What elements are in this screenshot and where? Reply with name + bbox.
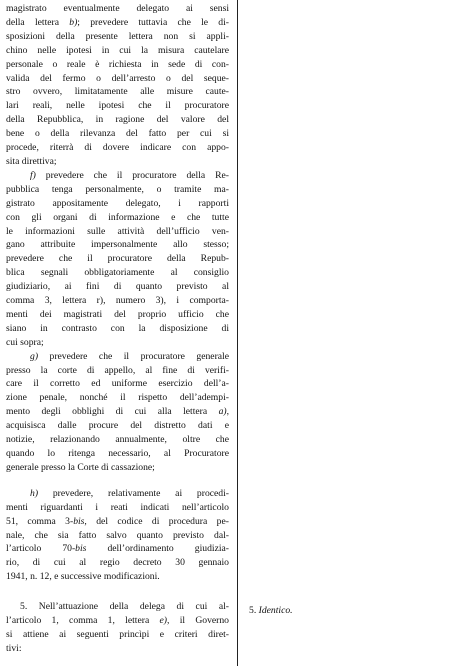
text-line: cui sopra; <box>6 336 44 348</box>
text-line: chino nelle ipotesi in cui la misura cautelare <box>6 44 229 56</box>
text-line: menti dei magistrati del proprio ufficio che <box>6 308 229 320</box>
text-line: f) prevedere che il procuratore della Re- <box>30 169 229 181</box>
text-line: sposizioni della presente lettera non si appli- <box>6 30 229 42</box>
text-line: si attiene ai seguenti princìpi e criteri diret- <box>6 628 229 640</box>
text-line: g) prevedere che il procuratore generale <box>30 350 229 362</box>
text-line: le informazioni sulle attività dell’ufficio ven- <box>6 225 229 237</box>
text-line: sita direttiva; <box>6 155 57 167</box>
text-line: procede, riterrà di dovere indicare con appo- <box>6 142 229 154</box>
column-divider <box>237 0 238 666</box>
text-line: della lettera b); prevedere tuttavia che le di- <box>6 16 229 28</box>
text-line: 5. Nell’attuazione della delega di cui al- <box>20 601 229 613</box>
text-line: stro ovvero, limitatamente alle misure caute- <box>6 86 229 98</box>
text-line: notizie, relazionando annualmente, oltre che <box>6 434 229 446</box>
text-line: personale o reale è richiesta in sede di con- <box>6 58 229 70</box>
text-line: blica segnali obbligatoriamente al consiglio <box>6 267 229 279</box>
text-line: generale presso la Corte di cassazione; <box>6 461 155 473</box>
paragraph-spacer <box>6 475 229 487</box>
paragraph-g <box>6 350 229 475</box>
text-line: lari reali, nelle ipotesi che il procuratore <box>6 100 229 112</box>
text-line: h) prevedere, relativamente ai procedi- <box>30 487 229 499</box>
item-text: Identico. <box>258 605 293 616</box>
paragraph-spacer <box>6 584 229 600</box>
text-line: care il corretto ed uniforme esercizio dell’a- <box>6 378 229 390</box>
text-line: nale, che sia fatto salvo quanto previsto dal- <box>6 529 229 541</box>
text-line: valida del fermo o dell’arresto o del seque- <box>6 72 229 84</box>
right-column <box>249 604 449 618</box>
text-line: della Repubblica, in ragione del valore del <box>6 114 229 126</box>
text-line: tivi: <box>6 642 22 654</box>
paragraph-continuation <box>6 2 229 169</box>
text-line: magistrato eventualmente delegato ai sensi <box>6 3 229 14</box>
text-line: presso la corte di appello, al fine di verifi- <box>6 364 229 376</box>
text-line: prevedere che il procuratore della Repub- <box>6 253 229 265</box>
text-line: 51, comma 3-bis, del codice di procedura pe- <box>6 515 229 527</box>
item-number: 5. <box>249 605 257 616</box>
text-line: bene o della rilevanza del fatto per cui si <box>6 128 229 140</box>
text-line: rio, di cui al regio decreto 30 gennaio <box>6 557 229 569</box>
text-line: comma 3, lettera r), numero 3), i comporta- <box>6 295 229 307</box>
paragraph-5 <box>6 600 229 656</box>
text-line: mento degli obblighi di cui alla lettera a), <box>6 406 229 418</box>
text-line: siano in contrasto con la disposizione di <box>6 322 229 334</box>
text-line: 1941, n. 12, e successive modificazioni. <box>6 571 160 583</box>
text-line: pubblica tenga personalmente, o tramite ma- <box>6 183 229 195</box>
text-line: con gli organi di informazione e che tutte <box>6 211 229 223</box>
text-line: menti riguardanti i reati indicati nell’articolo <box>6 501 229 513</box>
left-column <box>6 2 229 656</box>
text-line: acquisisca dalle procure del distretto dati e <box>6 420 229 432</box>
text-line: zione penale, nonché il rispetto dell’adempi- <box>6 392 229 404</box>
text-line: gistrato appositamente delegato, i rapporti <box>6 197 229 209</box>
paragraph-h <box>6 487 229 584</box>
text-line: l’articolo 1, comma 1, lettera e), il Governo <box>6 615 229 627</box>
paragraph-f <box>6 169 229 350</box>
text-line: l’articolo 70-bis dell’ordinamento giudizia- <box>6 543 230 555</box>
text-line: quando lo ritenga necessario, al Procuratore <box>6 448 229 459</box>
text-line: gano attribuite impersonalmente allo stesso; <box>6 239 229 251</box>
text-line: giudiziario, ai fini di quanto previsto al <box>6 281 229 293</box>
